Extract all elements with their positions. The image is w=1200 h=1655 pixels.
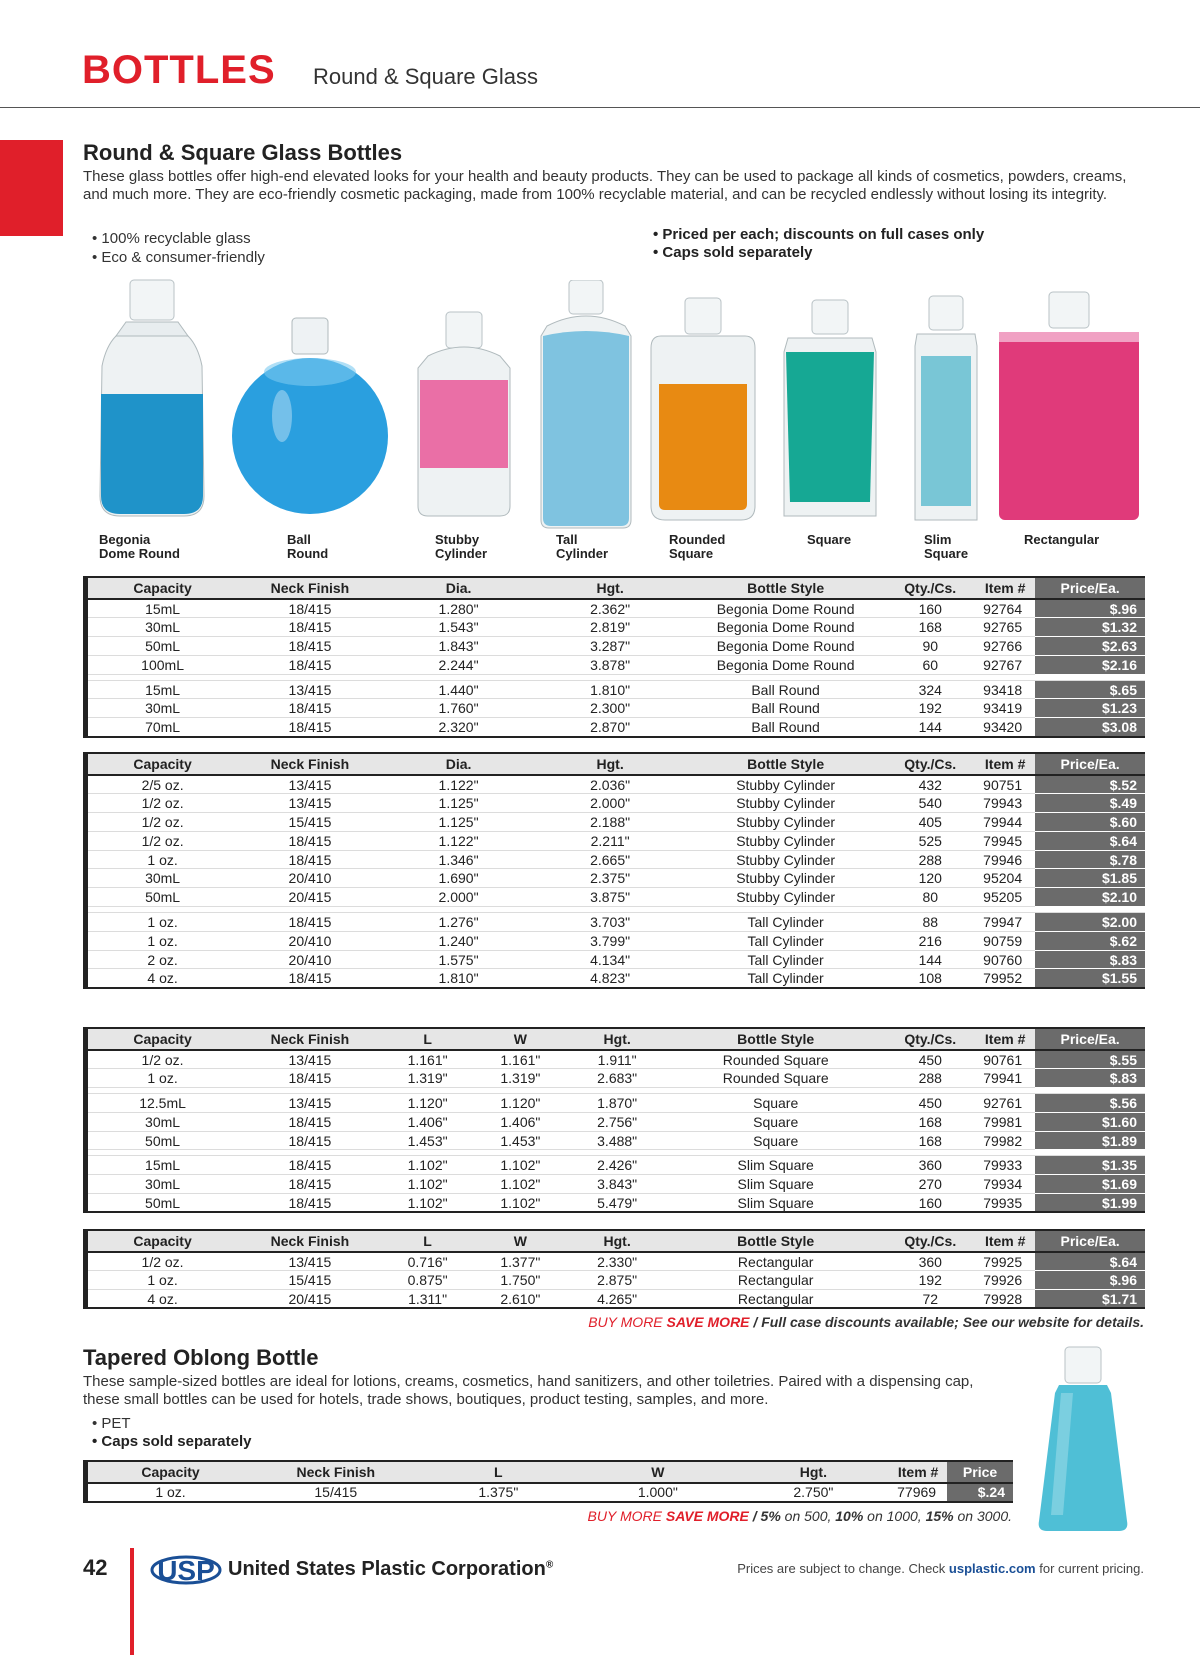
square-bottles-table	[83, 1027, 1145, 1213]
rounded-square-bottle-image	[647, 276, 759, 530]
stubby-cylinder-bottle-image	[408, 276, 520, 530]
table-row: 30mL 20/410 1.690" 2.375" Stubby Cylinder 120 95204 $1.85	[86, 869, 1146, 888]
website-link[interactable]: usplastic.com	[948, 1561, 1036, 1576]
bullet-pet: • PET	[92, 1415, 131, 1432]
table-row: 1 oz. 18/415 1.276" 3.703" Tall Cylinder 88 79947 $2.00	[86, 913, 1146, 932]
footer-divider	[130, 1548, 134, 1655]
tapered-oblong-bottle-image	[1033, 1345, 1133, 1533]
table-row: 100mL 18/415 2.244" 3.878" Begonia Dome Round 60 92767 $2.16	[86, 655, 1146, 674]
table-header-row: Capacity Neck Finish Dia. Hgt. Bottle Style Qty./Cs. Item # Price/Ea.	[86, 577, 1146, 599]
table-row: 30mL 18/415 1.102" 1.102" 3.843" Slim Square 270 79934 $1.69	[86, 1175, 1146, 1194]
bottle-label-rounded-square: Rounded Square	[669, 532, 726, 561]
table-row: 1/2 oz. 15/415 1.125" 2.188" Stubby Cylinder 405 79944 $.60	[86, 813, 1146, 832]
table-row: 1 oz. 18/415 1.319" 1.319" 2.683" Rounded Square 288 79941 $.83	[86, 1069, 1146, 1088]
table-header-row: Capacity Neck Finish L W Hgt. Item # Price	[86, 1461, 1014, 1483]
tapered-oblong-description: These sample-sized bottles are ideal for lotions, creams, cosmetics, hand sanitizers, and other toiletries. Paired with a dispensing cap, these small bottles can be used for hotels, trade shows, boutiques, product testing, samples, and more.	[83, 1373, 974, 1408]
table-row: 30mL 18/415 1.543" 2.819" Begonia Dome Round 168 92765 $1.32	[86, 618, 1146, 637]
table-row: 50mL 18/415 1.102" 1.102" 5.479" Slim Square 160 79935 $1.99	[86, 1194, 1146, 1213]
section-tab-marker	[0, 140, 63, 236]
table-row: 1 oz. 18/415 1.346" 2.665" Stubby Cylinder 288 79946 $.78	[86, 850, 1146, 869]
table-row: 1/2 oz. 13/415 1.161" 1.161" 1.911" Rounded Square 450 90761 $.55	[86, 1050, 1146, 1069]
bullet-eco: • Eco & consumer-friendly	[92, 249, 265, 266]
table-row: 15mL 18/415 1.280" 2.362" Begonia Dome Round 160 92764 $.96	[86, 599, 1146, 618]
bullet-recyclable: • 100% recyclable glass	[92, 230, 251, 247]
table-row: 1/2 oz. 13/415 1.125" 2.000" Stubby Cylinder 540 79943 $.49	[86, 794, 1146, 813]
tapered-oblong-table	[83, 1460, 1013, 1503]
bullet-pricing: • Priced per each; discounts on full cases only	[653, 226, 985, 243]
page-number: 42	[83, 1555, 108, 1580]
ball-round-bottle-image	[230, 276, 390, 530]
table-row: 50mL 20/415 2.000" 3.875" Stubby Cylinder 80 95205 $2.10	[86, 888, 1146, 907]
bottle-label-begonia: Begonia Dome Round	[99, 532, 180, 561]
bottle-label-stubby: Stubby Cylinder	[435, 532, 488, 561]
header-divider	[0, 107, 1200, 108]
table-header-row: Capacity Neck Finish L W Hgt. Bottle Style Qty./Cs. Item # Price/Ea.	[86, 1230, 1146, 1252]
table-row: 2/5 oz. 13/415 1.122" 2.036" Stubby Cylinder 432 90751 $.52	[86, 775, 1146, 794]
rectangular-bottles-table	[83, 1229, 1145, 1309]
tall-cylinder-bottle-image	[537, 280, 635, 534]
begonia-dome-round-bottle-image	[86, 276, 218, 530]
svg-text:USP: USP	[157, 1555, 215, 1586]
table-row: 1/2 oz. 18/415 1.122" 2.211" Stubby Cylinder 525 79945 $.64	[86, 831, 1146, 850]
table-row: 1 oz. 20/410 1.240" 3.799" Tall Cylinder 216 90759 $.62	[86, 931, 1146, 950]
tapered-oblong-title: Tapered Oblong Bottle	[83, 1345, 319, 1370]
square-bottle-image	[780, 276, 880, 530]
page-subtitle: Round & Square Glass	[313, 64, 539, 89]
section-description: These glass bottles offer high-end elevated looks for your health and beauty products. They can be used to package all kinds of cosmetics, powders, creams, and much more. They are eco-friendly cosmetic packaging, made from 100% recyclable material, and can be recycled endlessly without losing its integrity.	[83, 168, 1127, 203]
table-row: 4 oz. 20/415 1.311" 2.610" 4.265" Rectangular 72 79928 $1.71	[86, 1290, 1146, 1309]
table-row: 2 oz. 20/410 1.575" 4.134" Tall Cylinder 144 90760 $.83	[86, 950, 1146, 969]
table-header-row: Capacity Neck Finish L W Hgt. Bottle Style Qty./Cs. Item # Price/Ea.	[86, 1028, 1146, 1050]
table-row: 15mL 18/415 1.102" 1.102" 2.426" Slim Square 360 79933 $1.35	[86, 1156, 1146, 1175]
usp-logo	[150, 1550, 222, 1590]
table-row: 4 oz. 18/415 1.810" 4.823" Tall Cylinder 108 79952 $1.55	[86, 969, 1146, 988]
table-row: 50mL 18/415 1.453" 1.453" 3.488" Square 168 79982 $1.89	[86, 1131, 1146, 1150]
promo-full-case-discounts: BUY MORE SAVE MORE / Full case discounts available; See our website for details.	[588, 1314, 1144, 1330]
table-row: 1 oz. 15/415 1.375" 1.000" 2.750" 77969 $.24	[86, 1483, 1014, 1502]
bullet-caps-separately: • Caps sold separately	[92, 1433, 252, 1450]
round-bottles-table	[83, 576, 1145, 738]
table-row: 30mL 18/415 1.760" 2.300" Ball Round 192 93419 $1.23	[86, 699, 1146, 718]
pricing-note: Prices are subject to change. Check usplastic.com for current pricing.	[737, 1561, 1144, 1576]
bullet-caps: • Caps sold separately	[653, 244, 813, 261]
promo-volume-discounts: BUY MORE SAVE MORE / 5% on 500, 10% on 1000, 15% on 3000.	[587, 1508, 1012, 1524]
table-row: 1 oz. 15/415 0.875" 1.750" 2.875" Rectangular 192 79926 $.96	[86, 1271, 1146, 1290]
table-row: 12.5mL 13/415 1.120" 1.120" 1.870" Square 450 92761 $.56	[86, 1094, 1146, 1113]
bottle-label-slim-square: Slim Square	[924, 532, 969, 561]
cylinder-bottles-table	[83, 752, 1145, 989]
table-row: 30mL 18/415 1.406" 1.406" 2.756" Square 168 79981 $1.60	[86, 1112, 1146, 1131]
section-title: Round & Square Glass Bottles	[83, 140, 403, 165]
bottle-label-square: Square	[807, 532, 852, 547]
bottle-label-tall: Tall Cylinder	[556, 532, 609, 561]
rectangular-bottle-image	[995, 276, 1143, 530]
page-title: BOTTLES	[82, 48, 276, 92]
table-row: 50mL 18/415 1.843" 3.287" Begonia Dome Round 90 92766 $2.63	[86, 637, 1146, 656]
bottle-label-ball: Ball Round	[287, 532, 329, 561]
table-header-row: Capacity Neck Finish Dia. Hgt. Bottle Style Qty./Cs. Item # Price/Ea.	[86, 753, 1146, 775]
company-name: United States Plastic Corporation®	[228, 1558, 554, 1580]
slim-square-bottle-image	[911, 276, 981, 530]
bottle-label-rectangular: Rectangular	[1024, 532, 1100, 547]
table-row: 15mL 13/415 1.440" 1.810" Ball Round 324 93418 $.65	[86, 680, 1146, 699]
table-row: 1/2 oz. 13/415 0.716" 1.377" 2.330" Rectangular 360 79925 $.64	[86, 1252, 1146, 1271]
table-row: 70mL 18/415 2.320" 2.870" Ball Round 144 93420 $3.08	[86, 718, 1146, 737]
